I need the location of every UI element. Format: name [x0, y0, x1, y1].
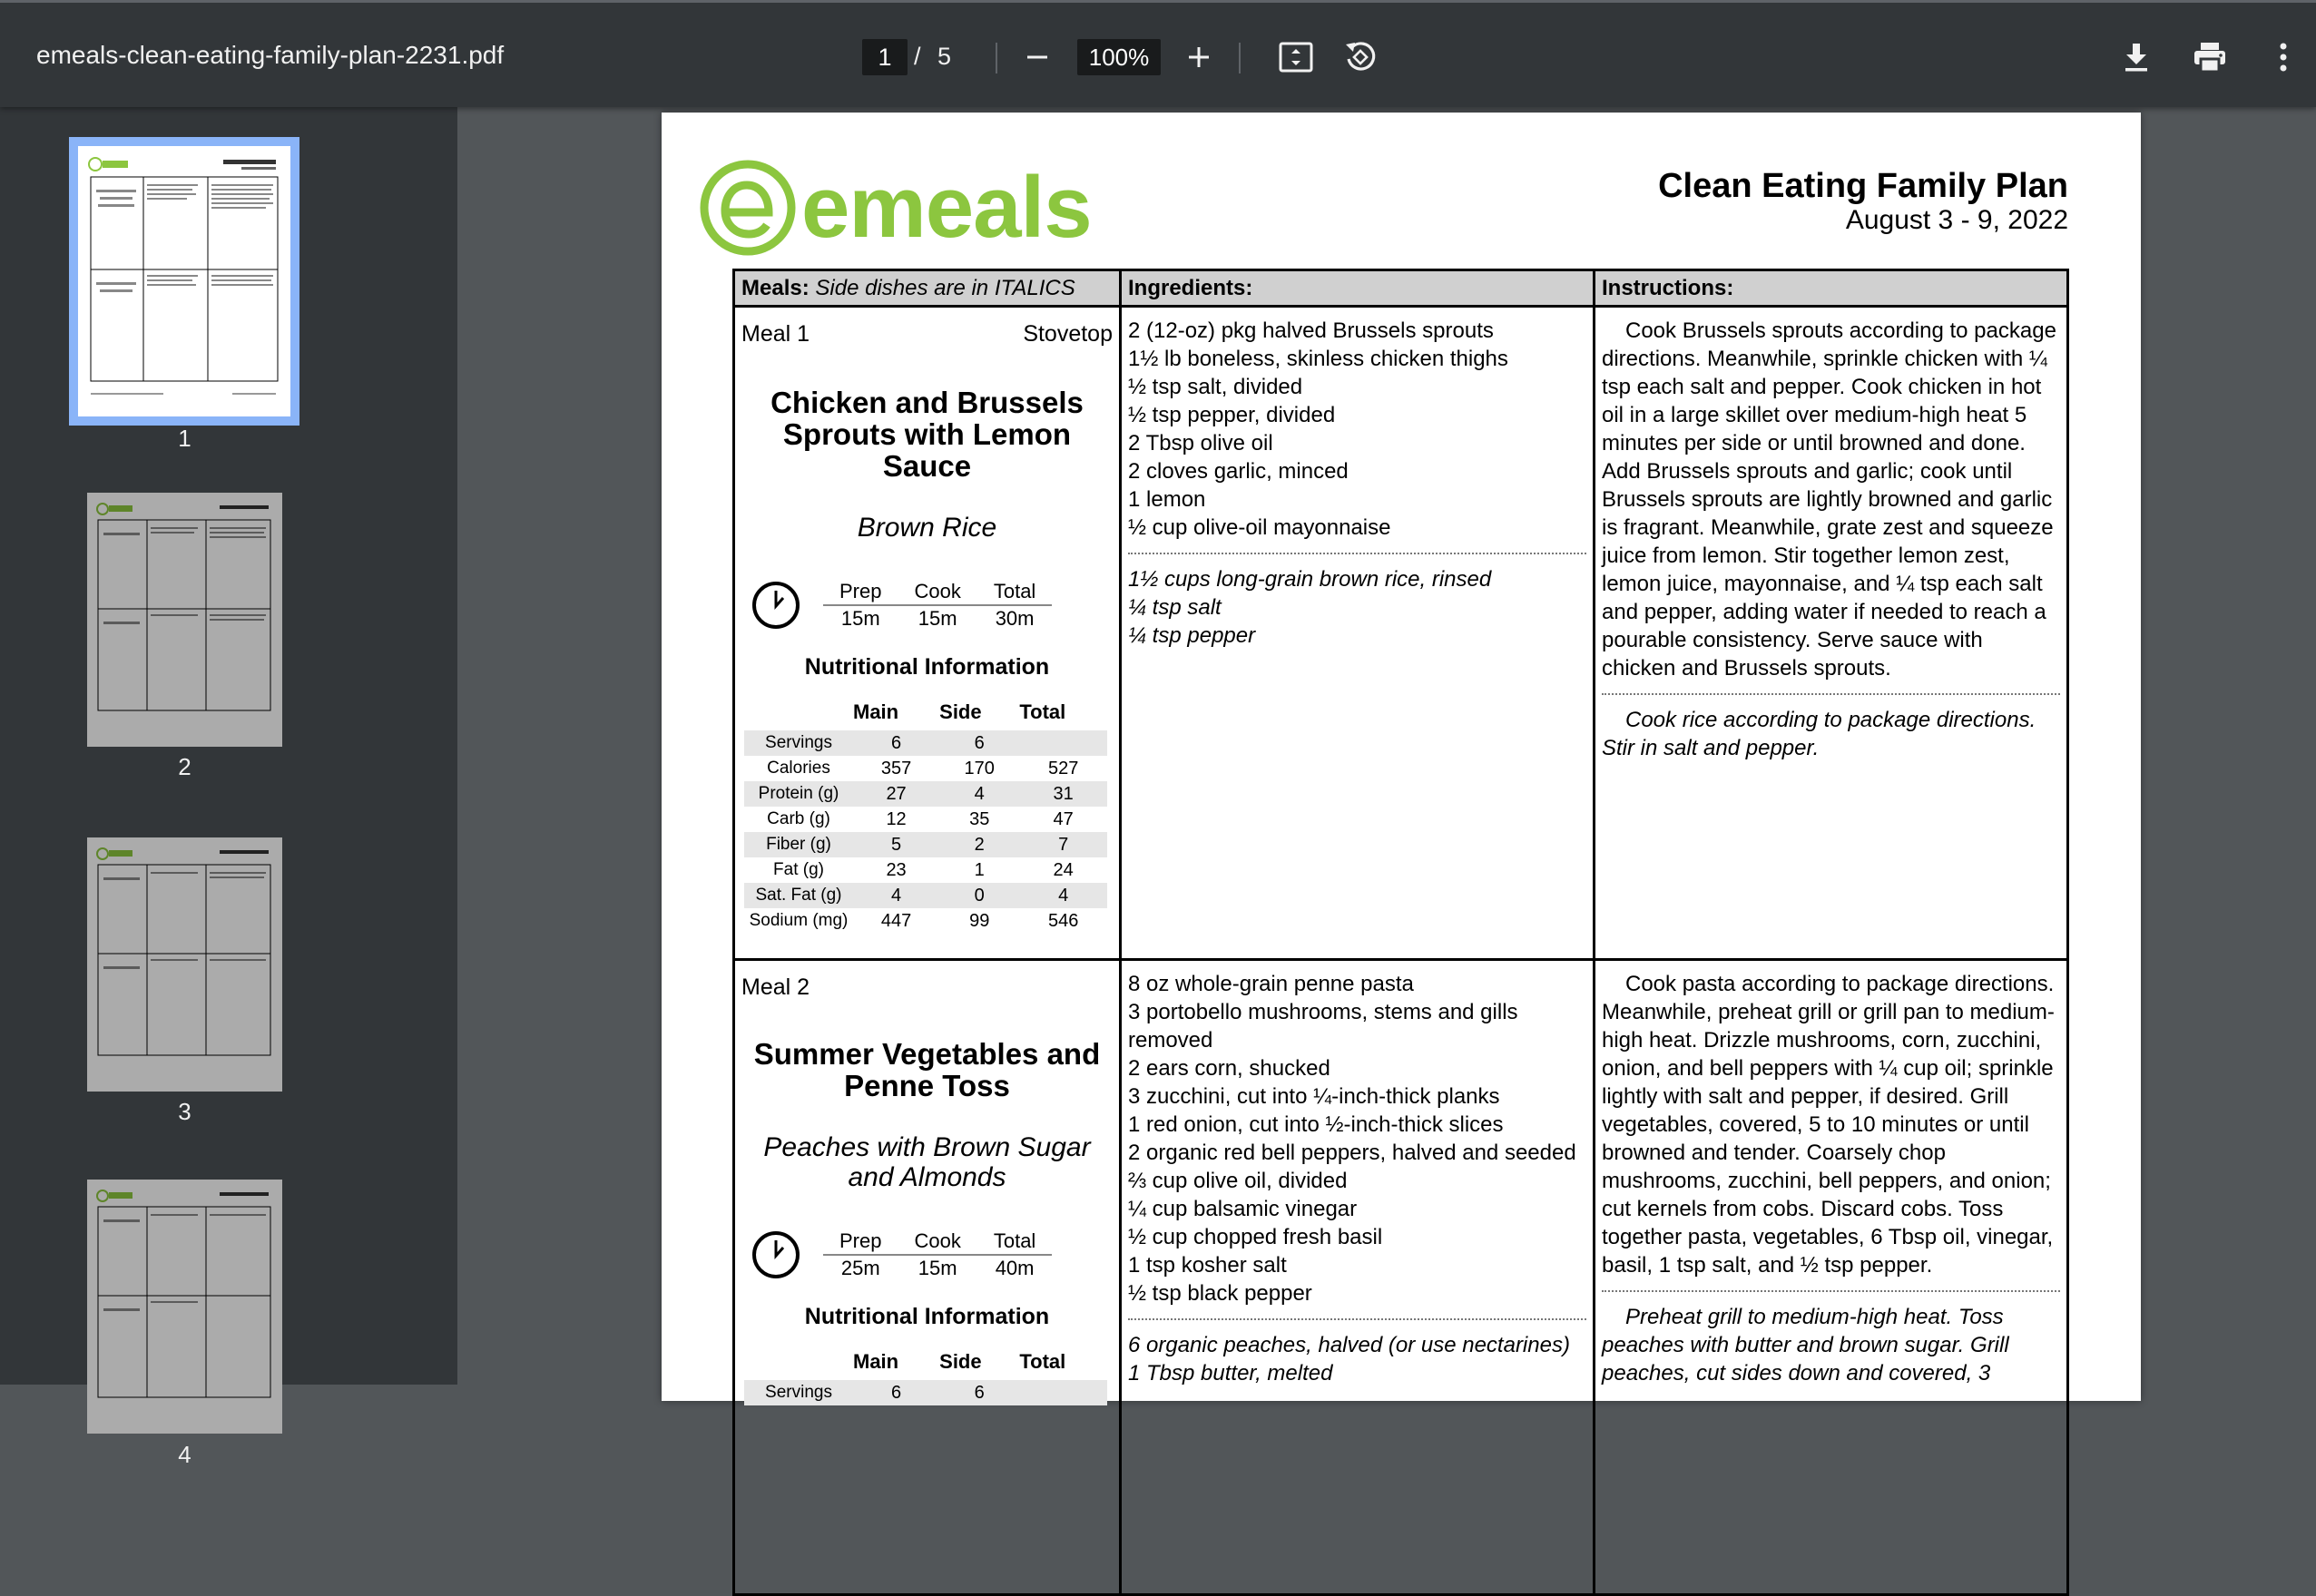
print-icon	[2193, 42, 2227, 73]
total-time: 30m	[995, 607, 1035, 630]
total-pages: 5	[937, 43, 952, 70]
meals-header: Meals: Side dishes are in ITALICS	[734, 270, 1121, 307]
pdf-toolbar	[0, 0, 2316, 107]
clock-icon	[751, 1229, 801, 1280]
side-title: Peaches with Brown Sugar and Almonds	[763, 1132, 1091, 1192]
thumbnail-label-2: 2	[178, 753, 191, 780]
divider	[1128, 553, 1586, 554]
cook-time: 15m	[918, 1257, 957, 1279]
ingredients-cell: 8 oz whole-grain penne pasta 3 portobello mushrooms, stems and gills removed 2 ears corn, shucked 3 zucchini, cut into ¼-inch-thick planks 1 red onion, cut into ½-inch-thick slices 2 organic red bell peppers, halved and seeded ⅔ cup olive oil, divided ¼ cup balsamic vinegar ½ cup chopped fresh basil 1 tsp kosher salt ½ tsp black pepper 6 organic peaches, halved (or use nectarines) 1 Tbsp butter, melted	[1121, 960, 1595, 1595]
zoom-in-button[interactable]	[1173, 32, 1224, 83]
page-thumbnail-2[interactable]	[87, 493, 282, 747]
thumbnail-preview	[87, 1180, 282, 1434]
divider	[1128, 1318, 1586, 1320]
side-instructions: Cook rice according to package directions. Stir in salt and pepper.	[1602, 708, 2036, 760]
meal-method: Stovetop	[1023, 321, 1113, 347]
meal-info-cell	[734, 307, 1121, 960]
page-thumbnail-3[interactable]	[87, 837, 282, 1092]
instructions-cell	[1595, 307, 2068, 960]
main-instructions: Cook pasta according to package directions. Meanwhile, preheat grill or grill pan to medium-high heat. Drizzle mushrooms, corn, zucchini, onion, and bell peppers with ¼ cup oil; sprinkle lightly with salt and pepper, if desired. Grill vegetables, covered, 5 to 10 minutes or until browned and tender. Coarsely chop mushrooms, zucchini, bell peppers, and onion; cut kernels from cobs. Discard cobs. Toss together pasta, vegetables, 6 Tbsp oil, vinegar, basil, 1 tsp salt, and ½ tsp pepper.	[1602, 972, 2055, 1278]
nutrition-title: Nutritional Information	[804, 654, 1050, 680]
side-title: Brown Rice	[857, 513, 997, 543]
page-separator: /	[914, 43, 921, 70]
ingredients-header: Ingredients:	[1121, 270, 1595, 307]
plus-icon	[1186, 44, 1212, 70]
divider	[1602, 693, 2060, 695]
pdf-page	[662, 113, 2141, 1401]
meal-row	[734, 307, 2068, 960]
page-number-input[interactable]: 1	[862, 39, 908, 75]
thumbnail-label-4: 4	[178, 1441, 191, 1468]
fit-page-icon	[1278, 41, 1314, 73]
thumbnail-preview	[87, 837, 282, 1092]
plan-date: August 3 - 9, 2022	[1845, 205, 2068, 235]
page-thumbnail-1[interactable]	[78, 146, 290, 416]
meal-title: Chicken and Brussels Sprouts with Lemon Sauce	[770, 386, 1084, 483]
divider	[1602, 1290, 2060, 1292]
time-info	[741, 579, 1113, 632]
minus-icon	[1025, 44, 1050, 70]
time-table: Prep Cook Total 15m 15m 30m	[823, 579, 1052, 632]
ingredients-cell: 2 (12-oz) pkg halved Brussels sprouts 1½ lb boneless, skinless chicken thighs ½ tsp salt, divided ½ tsp pepper, divided 2 Tbsp olive oil 2 cloves garlic, minced 1 lemon ½ cup olive-oil mayonnaise 1½ cups long-grain brown rice, rinsed ¼ tsp salt ¼ tsp pepper	[1121, 307, 1595, 960]
time-info	[741, 1229, 1113, 1281]
instructions-header: Instructions:	[1595, 270, 2068, 307]
download-button[interactable]	[2111, 32, 2162, 83]
meal-title: Summer Vegetables and Penne Toss	[753, 1037, 1101, 1102]
instructions-cell	[1595, 960, 2068, 1595]
thumbnail-preview	[87, 493, 282, 747]
rotate-button[interactable]	[1335, 32, 1386, 83]
thumbnail-label-3: 3	[178, 1098, 191, 1125]
nutrition-table: Main Side Total Servings 6 6 Calories 357 170 527 Protein (g) 27 4 31 Carb (g) 12 35 47 Fiber (g) 5 2 7 Fat (g) 23 1 24 Sat. Fat (g) 4 0 4 Sodium (mg) 447 99 546	[744, 694, 1107, 934]
clock-icon	[751, 580, 801, 631]
total-time: 40m	[995, 1257, 1035, 1279]
logo-text: emeals	[801, 159, 1092, 256]
cook-time: 15m	[918, 607, 957, 630]
thumbnail-sidebar	[0, 107, 457, 1468]
time-table: Prep Cook Total 25m 15m 40m	[823, 1229, 1052, 1281]
prep-time: 15m	[840, 607, 880, 630]
thumbnail-label-1: 1	[178, 425, 191, 452]
meal-plan-table	[732, 269, 2069, 1596]
toolbar-divider	[996, 43, 997, 73]
fit-to-page-button[interactable]	[1271, 32, 1321, 83]
more-vert-icon	[2279, 42, 2288, 73]
emeals-logo-icon	[700, 160, 796, 256]
zoom-out-button[interactable]	[1012, 32, 1063, 83]
more-options-button[interactable]	[2258, 32, 2309, 83]
prep-time: 25m	[840, 1257, 880, 1279]
meal-label: Meal 2	[741, 974, 810, 1000]
emeals-logo	[700, 158, 1092, 258]
main-instructions: Cook Brussels sprouts according to package directions. Meanwhile, sprinkle chicken with ¼ tsp each salt and pepper. Cook chicken in hot oil in a large skillet over medium-high heat 5 minutes per side or until browned and done. Add Brussels sprouts and garlic; cook until Brussels sprouts are lightly browned and garlic is fragrant. Meanwhile, grate zest and squeeze juice from lemon. Stir together lemon zest, lemon juice, mayonnaise, and ¼ tsp each salt and pepper, adding water if needed to reach a pourable consistency. Serve sauce with chicken and Brussels sprouts.	[1602, 318, 2056, 681]
download-icon	[2122, 42, 2151, 73]
table-header-row	[734, 270, 2068, 307]
rotate-icon	[1342, 39, 1379, 75]
meal-row	[734, 960, 2068, 1595]
print-button[interactable]	[2184, 32, 2235, 83]
toolbar-divider	[1239, 43, 1241, 73]
thumbnail-preview	[78, 146, 290, 416]
nutrition-table: Main Side Total Servings 6 6	[744, 1344, 1107, 1405]
plan-title: Clean Eating Family Plan	[1658, 167, 2068, 205]
page-thumbnail-4[interactable]	[87, 1180, 282, 1434]
zoom-level-input[interactable]: 100%	[1077, 39, 1161, 75]
file-name: emeals-clean-eating-family-plan-2231.pdf	[36, 41, 505, 69]
side-instructions: Preheat grill to medium-high heat. Toss peaches with butter and brown sugar. Grill peaches, cut sides down and covered, 3	[1602, 1305, 2009, 1385]
meal-label: Meal 1	[741, 321, 810, 347]
meal-info-cell	[734, 960, 1121, 1595]
nutrition-title: Nutritional Information	[804, 1304, 1050, 1329]
